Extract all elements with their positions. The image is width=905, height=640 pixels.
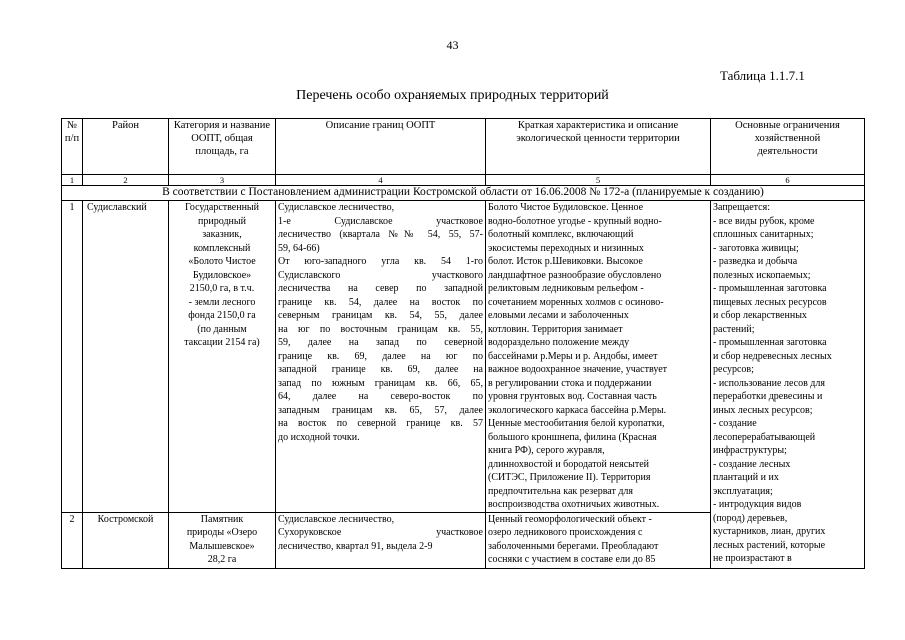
- column-number: 2: [83, 175, 169, 186]
- category-cell: Государственный природный заказник, комплексный «Болото Чистое Будиловское» 2150,0 га, в т.ч. - земли лесного фонда 2150,0 га (по данным таксации 2154 га): [169, 201, 276, 513]
- header-num: № п/п: [62, 119, 83, 175]
- category-cell: Памятник природы «Озеро Малышевское» 28,2 га: [169, 512, 276, 568]
- column-number: 1: [62, 175, 83, 186]
- row-number: 2: [62, 512, 83, 568]
- row-number: 1: [62, 201, 83, 513]
- district-cell: Судиславский: [83, 201, 169, 513]
- page-number: 43: [446, 38, 459, 52]
- characteristics-cell: Болото Чистое Будиловское. Ценное водно-болотное угодье - крупный водно- болотный комплекс, включающий экосистемы переходных и низинных болот. Исток р.Шевиковки. Высокое ландшафтное разнообразие обусловлено реликтовым ледниковым рельефом - сочетанием моренных холмов с осиново- еловыми лесами и заболоченных котловин. Территория занимает водораздельно положение между бассейнами р.Меры и р. Андобы, имеет важное водоохранное значение, участвует в регулировании стока и поддержании уровня грунтовых вод. Составная часть экологического каркаса бассейна р.Меры. Ценные местообитания белой куропатки, большого кроншнепа, филина (Красная книга РФ), серого журавля, длиннохвостой и бородатой неясытей (СИТЭС, Приложение II). Территория предпочтительна как резерват для воспроизводства охотничьих животных.: [486, 201, 711, 513]
- table-label: Таблица 1.1.7.1: [720, 68, 805, 83]
- characteristics-cell: Ценный геоморфологический объект - озеро ледникового происхождения с заболоченными берегами. Преобладают сосняки с участием в составе ели до 85: [486, 512, 711, 568]
- section-title: В соответствии с Постановлением администрации Костромской области от 16.06.2008 № 172-а (планируемые к созданию): [62, 186, 865, 201]
- column-number: 3: [169, 175, 276, 186]
- table-row: [62, 201, 865, 513]
- header-restrictions: Основные ограничения хозяйственной деятельности: [711, 119, 865, 175]
- boundaries-cell: Судиславское лесничество, 1-е Судиславское участковое лесничество (квартала №№ 54, 55, 57- 59, 64-66) От юго-западного угла кв. 54 1-го Судиславского участкового лесничества на север по западной границе кв. 54, далее на восток по северным границам кв. 54, 55, далее на юг по восточным границам кв. 55, 59, далее на запад по северной границе кв. 69, далее на юг по западной границе кв. 69, далее на запад по южным границам кв. 66, 65, 64, далее на северо-восток по западным границам кв. 65, 57, далее на восток по северной границе кв. 57 до исходной точки.: [276, 201, 486, 513]
- header-boundaries: Описание границ ООПТ: [276, 119, 486, 175]
- boundaries-cell: Судиславское лесничество, Сухоруковское участковое лесничество, квартал 91, выдела 2-9: [276, 512, 486, 568]
- header-district: Район: [83, 119, 169, 175]
- header-characteristics: Краткая характеристика и описание экологической ценности территории: [486, 119, 711, 175]
- header-row: [62, 119, 865, 175]
- column-number: 6: [711, 175, 865, 186]
- document-title: Перечень особо охраняемых природных территорий: [296, 88, 609, 103]
- column-number: 4: [276, 175, 486, 186]
- column-number: 5: [486, 175, 711, 186]
- column-number-row: [62, 175, 865, 186]
- header-category: Категория и название ООПТ, общая площадь, га: [169, 119, 276, 175]
- section-row: [62, 186, 865, 201]
- restrictions-cell: Запрещается: - все виды рубок, кроме сплошных санитарных; - заготовка живицы; - разведка и добыча полезных ископаемых; - промышленная заготовка пищевых лесных ресурсов и сбор лекарственных растений; - промышленная заготовка и сбор недревесных лесных ресурсов; - использование лесов для переработки древесины и иных лесных ресурсов; - создание лесоперерабатывающей инфраструктуры; - создание лесных плантаций и их эксплуатация; - интродукция видов (пород) деревьев, кустарников, лиан, других лесных растений, которые не произрастают в: [711, 201, 865, 569]
- district-cell: Костромской: [83, 512, 169, 568]
- protected-areas-table: [61, 118, 865, 569]
